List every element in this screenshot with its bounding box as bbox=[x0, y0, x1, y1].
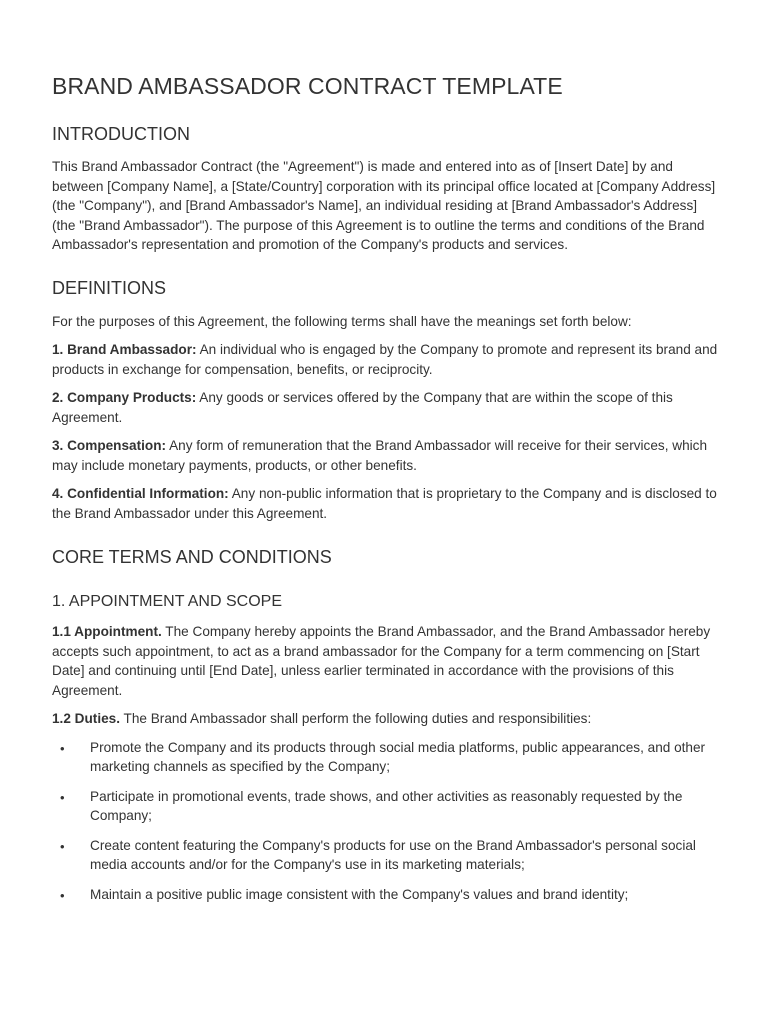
definition-item bbox=[52, 388, 720, 427]
bullet-icon: • bbox=[60, 740, 65, 756]
document-page bbox=[52, 70, 720, 904]
list-item bbox=[52, 885, 720, 905]
definitions-heading: DEFINITIONS bbox=[52, 277, 167, 298]
definition-term: 4. Confidential Information: bbox=[52, 486, 229, 501]
definition-text: Any form of remuneration that the Brand Ambassador will receive for their services, which may include monetary payments, products, or other benefits. bbox=[52, 438, 708, 473]
duty-text: Create content featuring the Company's products for use on the Brand Ambassador's personal social media accounts and/or for the Company's use in its marketing materials; bbox=[90, 837, 696, 872]
definition-term: 1. Brand Ambassador: bbox=[52, 342, 197, 357]
definition-text: Any goods or services offered by the Company that are within the scope of this Agreement. bbox=[52, 390, 673, 425]
duties-list bbox=[52, 738, 720, 905]
list-item bbox=[52, 787, 720, 826]
duty-text: Participate in promotional events, trade shows, and other activities as reasonably requested by the Company; bbox=[90, 788, 683, 823]
definition-item bbox=[52, 436, 720, 475]
definition-term: 3. Compensation: bbox=[52, 438, 167, 453]
clause-text: The Brand Ambassador shall perform the following duties and responsibilities: bbox=[120, 711, 592, 726]
duty-text: Maintain a positive public image consistent with the Company's values and brand identity; bbox=[90, 886, 629, 902]
definition-term: 2. Company Products: bbox=[52, 390, 197, 405]
appointment-scope-heading: 1. APPOINTMENT AND SCOPE bbox=[52, 593, 282, 610]
bullet-icon: • bbox=[60, 789, 65, 805]
list-item bbox=[52, 836, 720, 875]
introduction-text: This Brand Ambassador Contract (the "Agreement") is made and entered into as of [Insert Date] by and between [Company Name], a [State/Country] corporation with its principal office located at [Company Address] (the "Company"), and [Brand Ambassador's Name], an individual residing at [Brand Ambassador's Address] (the "Brand Ambassador"). The purpose of this Agreement is to outline the terms and conditions of the Brand Ambassador's representation and promotion of the Company's products and services. bbox=[52, 159, 716, 252]
definitions-intro: For the purposes of this Agreement, the following terms shall have the meanings set forth below: bbox=[52, 313, 632, 329]
clause-1-1 bbox=[52, 622, 720, 700]
clause-label: 1.1 Appointment. bbox=[52, 624, 162, 639]
introduction-heading: INTRODUCTION bbox=[52, 124, 190, 144]
bullet-icon: • bbox=[60, 838, 65, 854]
clause-label: 1.2 Duties. bbox=[52, 711, 120, 726]
definition-text: An individual who is engaged by the Company to promote and represent its brand and products in exchange for compensation, benefits, or reciprocity. bbox=[52, 342, 718, 377]
clause-1-2 bbox=[52, 709, 720, 729]
clause-text: The Company hereby appoints the Brand Ambassador, and the Brand Ambassador hereby accepts such appointment, to act as a brand ambassador for the Company for a term commencing on [Start Date] and continuing until [End Date], unless earlier terminated in accordance with the provisions of this Agreement. bbox=[52, 624, 711, 698]
definition-item bbox=[52, 340, 720, 379]
definition-item bbox=[52, 484, 720, 523]
list-item bbox=[52, 738, 720, 777]
definition-text: Any non-public information that is proprietary to the Company and is disclosed to the Brand Ambassador under this Agreement. bbox=[52, 486, 717, 521]
core-terms-heading: CORE TERMS AND CONDITIONS bbox=[52, 547, 332, 567]
duty-text: Promote the Company and its products through social media platforms, public appearances, and other marketing channels as specified by the Company; bbox=[90, 739, 706, 774]
bullet-icon: • bbox=[60, 887, 65, 903]
document-title: BRAND AMBASSADOR CONTRACT TEMPLATE bbox=[52, 73, 563, 99]
